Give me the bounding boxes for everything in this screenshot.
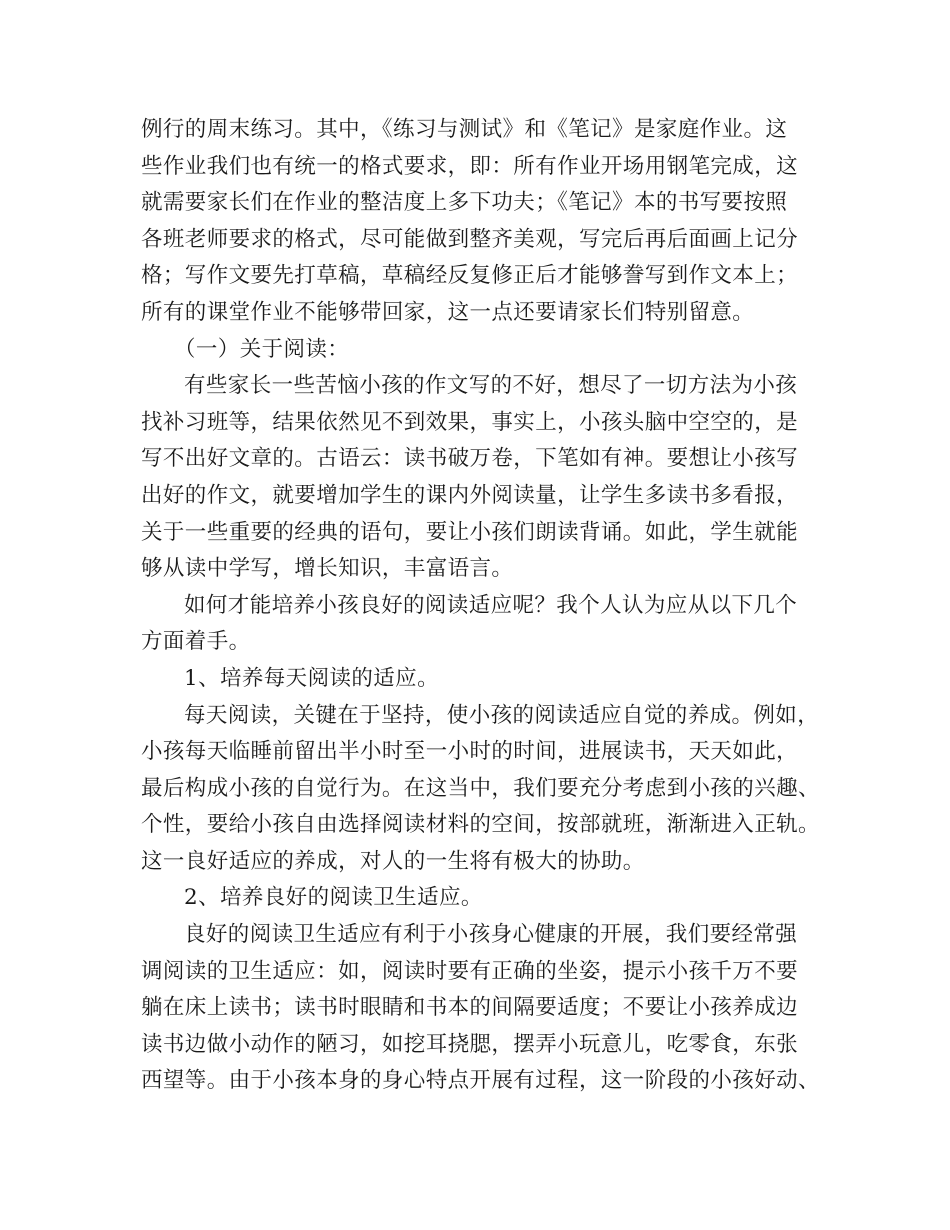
paragraph-line: 西望等。由于小孩本身的身心特点开展有过程，这一阶段的小孩好动、 [141,1068,820,1094]
paragraph-line: 就需要家长们在作业的整洁度上多下功夫；《笔记》本的书写要按照 [141,190,788,216]
paragraph-line: 如何才能培养小孩良好的阅读适应呢？我个人认为应从以下几个 [184,592,798,618]
paragraph-line: 最后构成小孩的自觉行为。在这当中，我们要充分考虑到小孩的兴趣、 [141,775,820,801]
paragraph-line: 出好的作文，就要增加学生的课内外阅读量，让学生多读书多看报， [141,482,799,508]
paragraph-line: 写不出好文章的。古语云：读书破万卷，下笔如有神。要想让小孩写 [141,446,799,472]
paragraph-line: 这一良好适应的养成，对人的一生将有极大的协助。 [141,848,645,874]
paragraph-line: 每天阅读，关键在于坚持，使小孩的阅读适应自觉的养成。例如， [184,702,820,728]
paragraph-line: 躺在床上读书；读书时眼睛和书本的间隔要适度；不要让小孩养成边 [141,995,799,1021]
paragraph-line: 有些家长一些苦恼小孩的作文写的不好，想尽了一切方法为小孩 [184,373,798,399]
section-heading: （一）关于阅读： [174,336,350,362]
paragraph-line: 各班老师要求的格式，尽可能做到整齐美观，写完后再后面画上记分 [141,226,799,252]
paragraph-line: 关于一些重要的经典的语句，要让小孩们朗读背诵。如此，学生就能 [141,519,799,545]
paragraph-line: 格；写作文要先打草稿，草稿经反复修正后才能够誊写到作文本上； [141,263,799,289]
paragraph-line: 读书边做小动作的陋习，如挖耳挠腮，摆弄小玩意儿，吃零食，东张 [141,1031,799,1057]
paragraph-line: 所有的课堂作业不能够带回家，这一点还要请家长们特别留意。 [141,299,755,325]
subheading: 2、培养良好的阅读卫生适应。 [184,885,483,911]
paragraph-line: 例行的周末练习。其中，《练习与测试》和《笔记》是家庭作业。这 [141,117,788,142]
paragraph-line: 小孩每天临睡前留出半小时至一小时的时间，进展读书，天天如此， [141,739,799,765]
paragraph-line: 调阅读的卫生适应：如，阅读时要有正确的坐姿，提示小孩千万不要 [141,958,799,984]
paragraph-line: 良好的阅读卫生适应有利于小孩身心健康的开展，我们要经常强 [184,922,798,948]
paragraph-line: 个性，要给小孩自由选择阅读材料的空间，按部就班，渐渐进入正轨。 [141,812,820,838]
paragraph-line: 些作业我们也有统一的格式要求，即：所有作业开场用钢笔完成，这 [141,153,799,179]
body-text [141,112,831,1100]
subheading: 1、培养每天阅读的适应。 [184,665,439,691]
paragraph-line: 够从读中学写，增长知识，丰富语言。 [141,556,514,582]
paragraph-line: 找补习班等，结果依然见不到效果，事实上，小孩头脑中空空的，是 [141,409,799,435]
paragraph-line: 方面着手。 [141,629,251,655]
